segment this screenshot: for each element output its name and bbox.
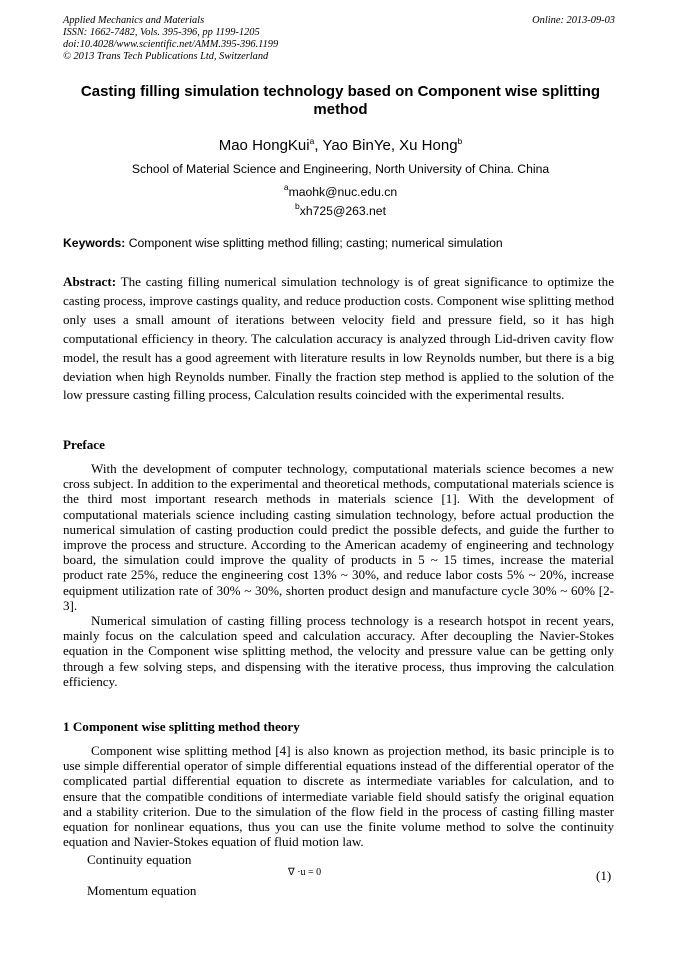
keywords bbox=[63, 236, 618, 251]
section-heading-theory: 1 Component wise splitting method theory bbox=[63, 719, 300, 734]
keywords-label: Keywords: bbox=[63, 236, 126, 250]
continuity-equation: ∇ ·u = 0 bbox=[288, 867, 322, 878]
abstract-label: Abstract: bbox=[63, 274, 117, 289]
body-paragraph bbox=[63, 461, 614, 613]
email-mark: b bbox=[295, 201, 300, 211]
affiliation: School of Material Science and Engineering, North University of China. China bbox=[131, 162, 550, 176]
email-line bbox=[63, 199, 618, 219]
journal-name: Applied Mechanics and Materials bbox=[63, 15, 205, 26]
abstract bbox=[63, 273, 614, 405]
issn-line: ISSN: 1662-7482, Vols. 395-396, pp 1199-1205 bbox=[63, 27, 260, 38]
author-separator: , bbox=[314, 137, 323, 154]
momentum-equation-label: Momentum equation bbox=[87, 883, 197, 898]
body-paragraph bbox=[63, 743, 614, 849]
online-date: Online: 2013-09-03 bbox=[532, 15, 615, 26]
author-affil-mark: b bbox=[457, 136, 463, 146]
journal-header bbox=[63, 15, 618, 63]
paragraph-text: With the development of computer technology, computational materials science becomes a new cross subject. In addition to the experimental and theoretical methods, computational materials science is the third most important research methods in materials science [1]. With the development of computational materials science including casting simulation technology, before actual production the numerical simulation of casting production could predict the possible defects, and guide the further to improve the process and structure. According to the American academy of engineering and technology board, the simulation could improve the quality of products in 5 ~ 15 times, increase the material product rate 25%, reduce the engineering cost 13% ~ 30%, and reduce labor costs 5% ~ 20%, increase equipment utilization rate of 30% ~ 30%, shorten product design and manufacture cycle 30% ~ 60% [2-3]. bbox=[63, 461, 614, 613]
author-name: Yao BinYe bbox=[322, 137, 391, 154]
doi-line: doi:10.4028/www.scientific.net/AMM.395-396.1199 bbox=[63, 39, 279, 50]
abstract-text: The casting filling numerical simulation technology is of great significance to optimize the casting process, improve castings quality, and reduce production costs. Component wise splitting method only uses a small amount of iterations between velocity field and pressure field, so it has high computational efficiency in theory. The calculation accuracy is analyzed through Lid-driven cavity flow model, the result has a good agreement with literature results in low Reynolds number, but there is a big deviation when high Reynolds number. Finally the fraction step method is applied to the solution of the low pressure casting filling process, Calculation results coincided with the experimental results. bbox=[63, 274, 615, 403]
email-line bbox=[63, 180, 618, 200]
author-name: Mao HongKui bbox=[218, 137, 310, 154]
email-address[interactable]: maohk@nuc.edu.cn bbox=[288, 185, 398, 199]
author-name: Xu Hong bbox=[399, 137, 458, 154]
section-heading-preface: Preface bbox=[63, 437, 105, 452]
email-mark: a bbox=[283, 182, 289, 192]
author-separator: , bbox=[390, 137, 400, 154]
keywords-text: Component wise splitting method filling; casting; numerical simulation bbox=[128, 236, 503, 250]
author-affil-mark: a bbox=[309, 136, 315, 146]
paper-title: Casting filling simulation technology based on Component wise splitting method bbox=[80, 83, 601, 118]
paragraph-text: Numerical simulation of casting filling process technology is a research hotspot in recent years, mainly focus on the calculation speed and calculation accuracy. After decoupling the Navier-Stokes equation in the Component wise splitting method, the velocity and pressure value can be getting only through a few solving steps, and dispensing with the iterative process, thus improving the calculation efficiency. bbox=[63, 613, 614, 689]
paragraph-text: Component wise splitting method [4] is also known as projection method, its basic principle is to use simple differential operator of simple differential equations instead of the differential operator of the complicated partial differential equation to discrete as intermediate variables for calculation, and to ensure that the compatible conditions of intermediate variable field should satisfy the original equation and a stability criterion. Due to the simulation of the flow field in the process of casting filling master equation for nonlinear equations, thus you can use the finite volume method to solve the continuity equation and Navier-Stokes equation of fluid motion law. bbox=[63, 743, 614, 850]
author-list bbox=[63, 131, 618, 156]
equation-number: (1) bbox=[596, 868, 612, 883]
copyright-line: © 2013 Trans Tech Publications Ltd, Switzerland bbox=[63, 51, 269, 62]
email-address[interactable]: xh725@263.net bbox=[299, 204, 386, 218]
body-paragraph bbox=[63, 613, 614, 689]
continuity-equation-label: Continuity equation bbox=[87, 852, 192, 867]
